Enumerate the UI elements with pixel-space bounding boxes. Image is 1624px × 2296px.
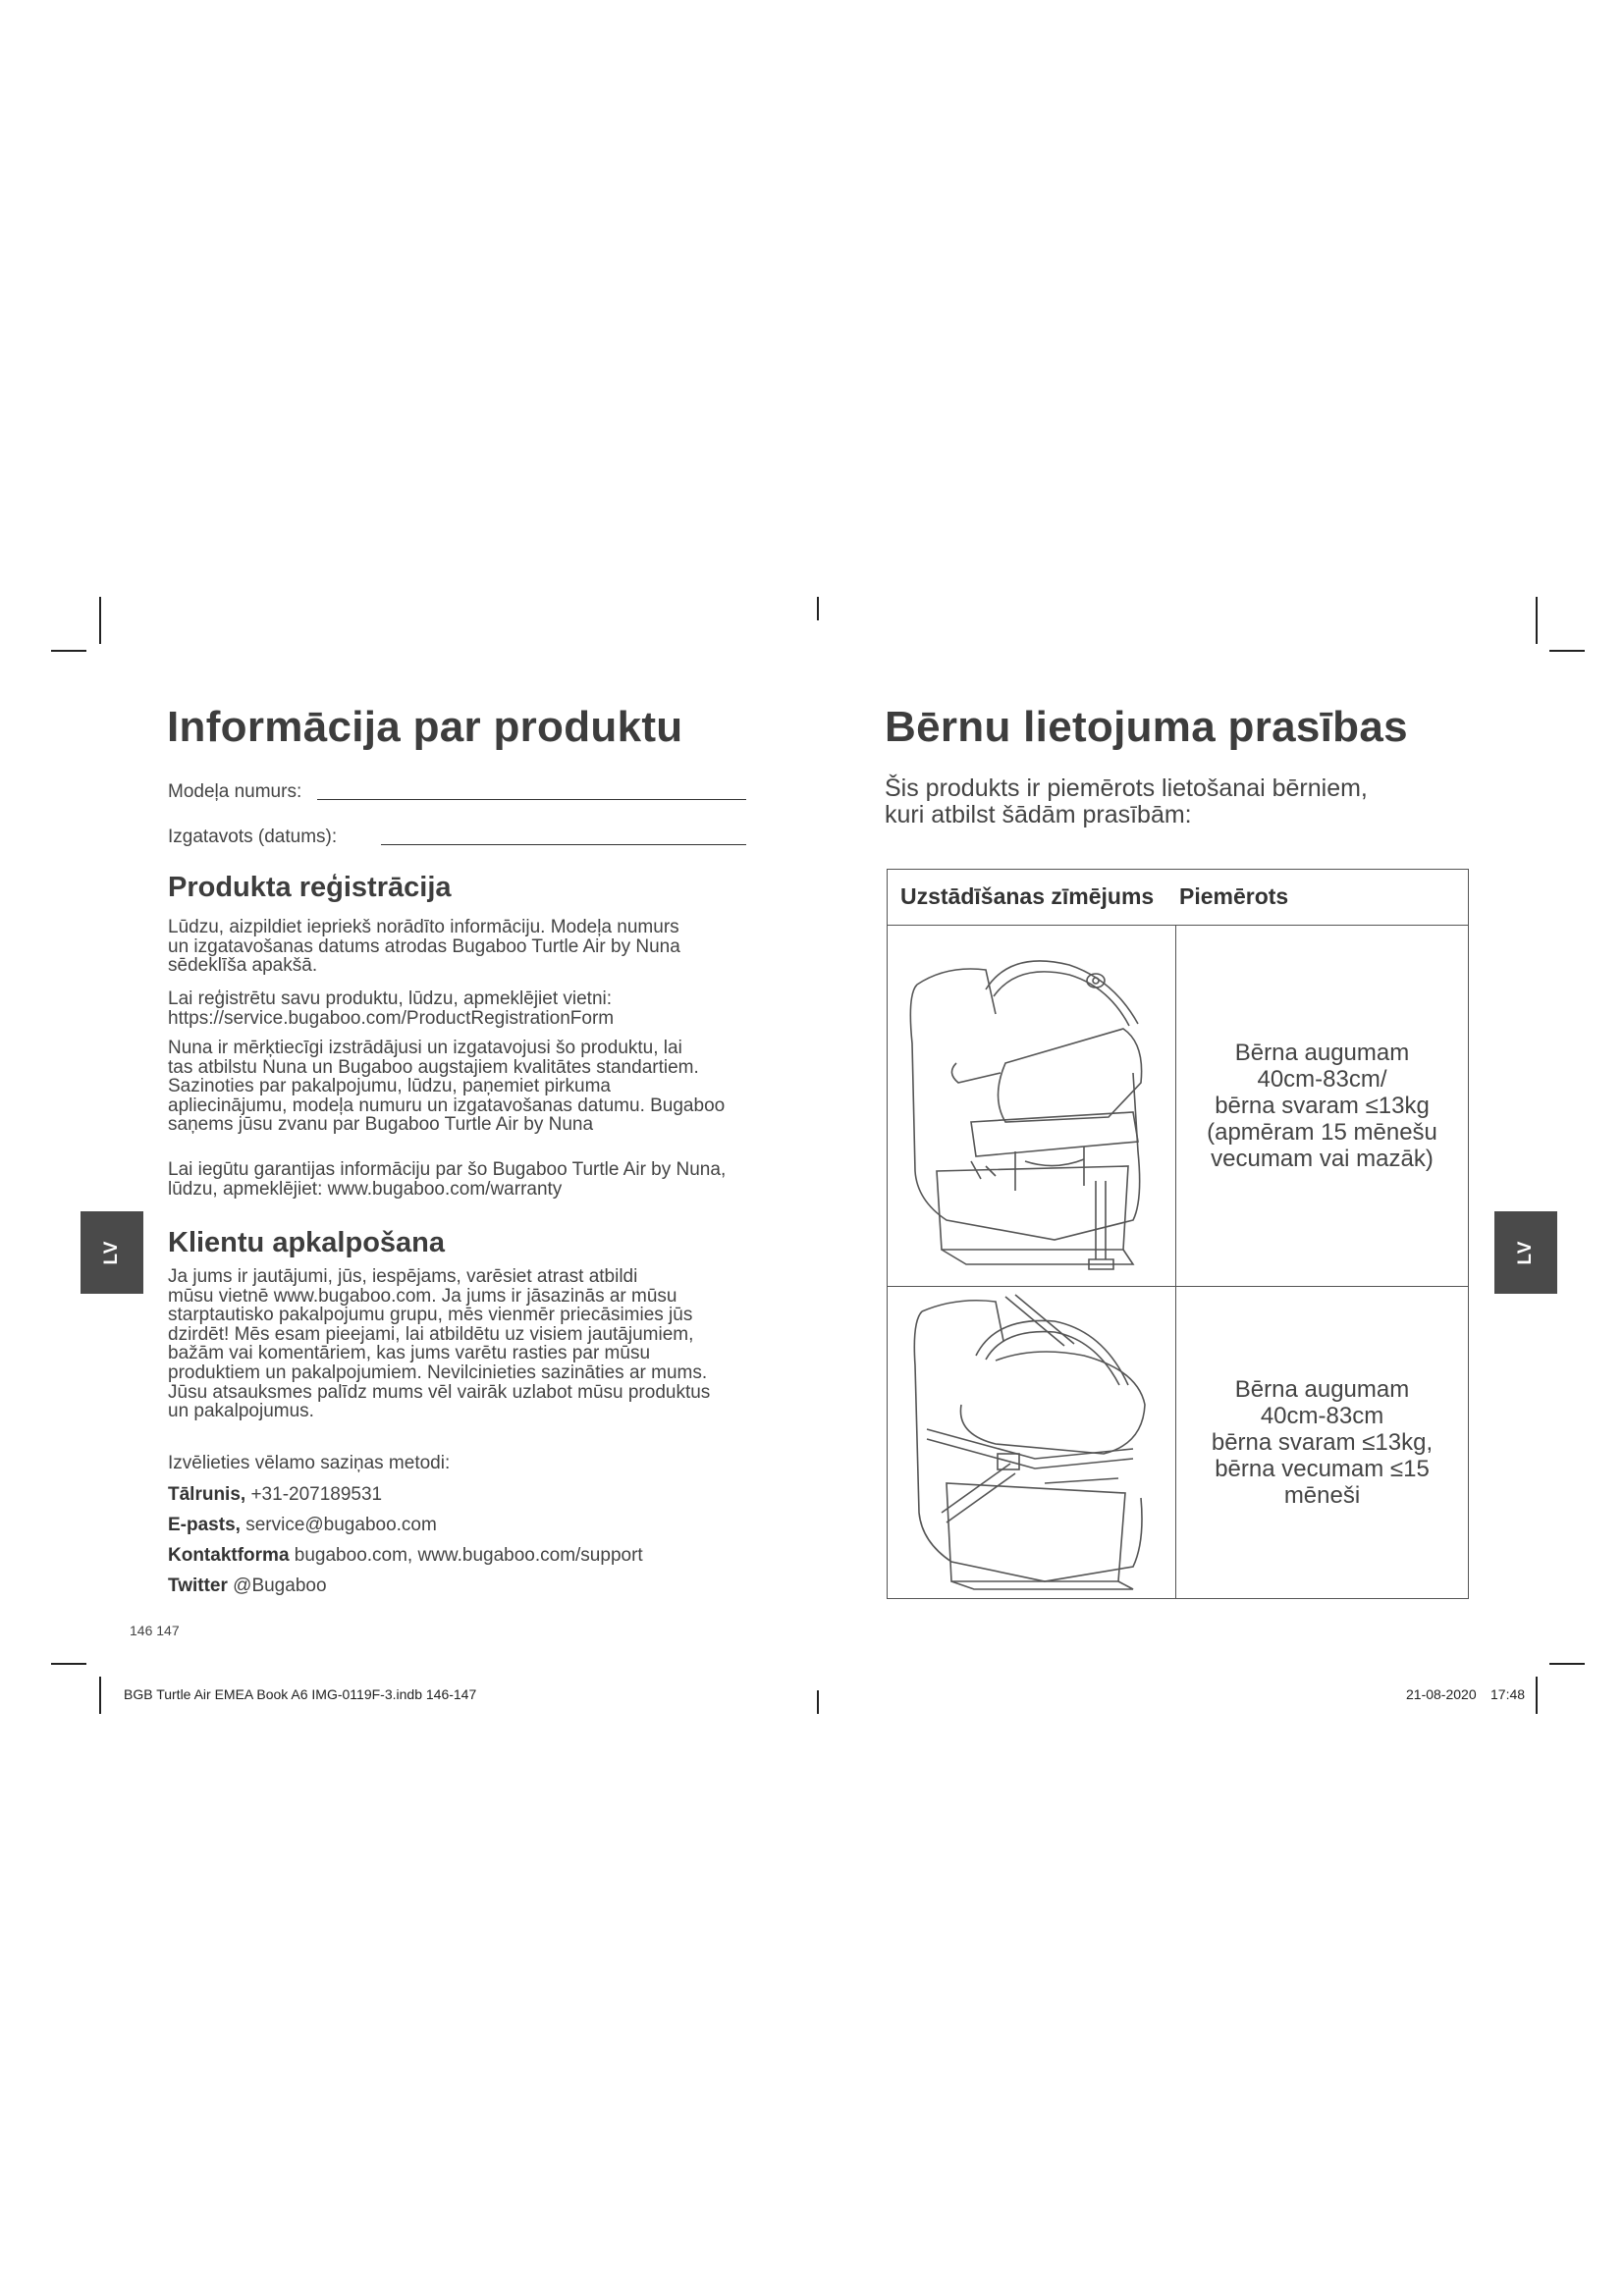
warranty-paragraph: Lai iegūtu garantijas informāciju par šo Bugaboo Turtle Air by Nuna, lūdzu, apmeklējiet: www.bugaboo.com/warranty xyxy=(168,1159,727,1200)
header-suitable: Piemērots xyxy=(1179,883,1289,909)
table-row xyxy=(888,1287,1469,1599)
contact-email xyxy=(168,1515,437,1536)
crop-mark xyxy=(1536,1677,1538,1714)
section-heading-registration: Produkta reģistrācija xyxy=(168,872,452,903)
table-row xyxy=(888,926,1469,1287)
registration-paragraph: Lai reģistrētu savu produktu, lūdzu, apmeklējiet vietni: https://service.bugaboo.com/ProductRegistrationForm xyxy=(168,988,615,1029)
intro-text: Šis produkts ir piemērots lietošanai bērniem, kuri atbilst šādām prasībām: xyxy=(885,774,1368,828)
header-installation-drawing: Uzstādīšanas zīmējums xyxy=(900,883,1155,909)
crop-mark xyxy=(1549,1663,1585,1665)
suitability-text: Bērna augumam 40cm-83cm/ bērna svaram ≤13kg (apmēram 15 mēnešu vecumam vai mazāk) xyxy=(1176,926,1469,1287)
crop-mark xyxy=(99,597,101,644)
contact-value: +31-207189531 xyxy=(245,1484,383,1505)
registration-paragraph: Nuna ir mērķtiecīgi izstrādājusi un izgatavojusi šo produktu, lai tas atbilstu Nuna un Bugaboo augstajiem kvalitātes standartiem. Sazinoties par pakalpojumu, lūdzu, paņemiet pirkuma apliecinājumu, modeļa numuru un izgatavošanas datumu. Bugaboo saņems jūsu zvanu par Bugaboo Turtle Air by Nuna xyxy=(168,1038,726,1136)
model-number-label: Modeļa numurs: xyxy=(168,781,302,802)
crop-mark xyxy=(1536,597,1538,644)
crop-mark xyxy=(99,1677,101,1714)
contact-label: Twitter xyxy=(168,1575,228,1596)
footer-time: 17:48 xyxy=(1490,1686,1526,1702)
contact-label: Kontaktforma xyxy=(168,1545,290,1566)
language-tab xyxy=(1494,1211,1557,1294)
section-heading-customer-service: Klientu apkalpošana xyxy=(168,1227,446,1258)
suitability-text: Bērna augumam 40cm-83cm bērna svaram ≤13kg, bērna vecumam ≤15 mēneši xyxy=(1176,1287,1469,1599)
contact-value: @Bugaboo xyxy=(227,1575,327,1596)
language-tab-label: LV xyxy=(1515,1240,1536,1265)
page-title: Bērnu lietojuma prasības xyxy=(885,703,1408,751)
language-tab xyxy=(81,1211,143,1294)
crop-mark xyxy=(817,1690,819,1714)
requirements-table xyxy=(887,869,1469,1599)
contact-twitter xyxy=(168,1575,327,1597)
manufacture-date-label: Izgatavots (datums): xyxy=(168,827,338,847)
language-tab-label: LV xyxy=(101,1240,122,1265)
manufacture-date-line xyxy=(381,844,746,845)
contact-label: E-pasts, xyxy=(168,1515,241,1535)
table-header-row xyxy=(888,870,1469,926)
contact-phone xyxy=(168,1484,382,1506)
footer-file-info: BGB Turtle Air EMEA Book A6 IMG-0119F-3.indb 146-147 xyxy=(124,1686,477,1702)
car-seat-belt-illustration xyxy=(888,1287,1175,1593)
crop-mark xyxy=(1549,650,1585,652)
crop-mark xyxy=(51,650,86,652)
installation-image-cell xyxy=(888,1287,1176,1599)
contact-value: bugaboo.com, www.bugaboo.com/support xyxy=(289,1545,643,1566)
footer-date: 21-08-2020 xyxy=(1406,1686,1477,1702)
crop-mark xyxy=(51,1663,86,1665)
crop-mark xyxy=(817,597,819,620)
page-numbers: 146 147 xyxy=(130,1623,180,1638)
installation-image-cell xyxy=(888,926,1176,1287)
service-paragraph: Ja jums ir jautājumi, jūs, iespējams, varēsiet atrast atbildi mūsu vietnē www.bugaboo.com. Ja jums ir jāsazinās ar mūsu starptautisko pakalpojumu grupu, mēs vienmēr priecāsimies jūs dzirdēt! Mēs esam pieejami, lai atbildētu uz visiem jautājumiem, bažām vai komentāriem, kas jums varētu rasties par mūsu produktiem un pakalpojumiem. Nevilcinieties sazināties ar mums. Jūsu atsauksmes palīdz mums vēl vairāk uzlabot mūsu produktus un pakalpojumus. xyxy=(168,1266,711,1422)
car-seat-isofix-illustration xyxy=(888,926,1175,1281)
registration-paragraph: Lūdzu, aizpildiet iepriekš norādīto informāciju. Modeļa numurs un izgatavošanas datums atrodas Bugaboo Turtle Air by Nuna sēdeklīša apakšā. xyxy=(168,917,680,977)
contact-value: service@bugaboo.com xyxy=(240,1515,437,1535)
contact-form xyxy=(168,1545,643,1567)
model-number-line xyxy=(317,799,746,800)
table-header xyxy=(888,870,1469,926)
contact-method-prompt: Izvēlieties vēlamo saziņas metodi: xyxy=(168,1453,451,1473)
page-title: Informācija par produktu xyxy=(167,703,683,751)
contact-label: Tālrunis, xyxy=(168,1484,246,1505)
